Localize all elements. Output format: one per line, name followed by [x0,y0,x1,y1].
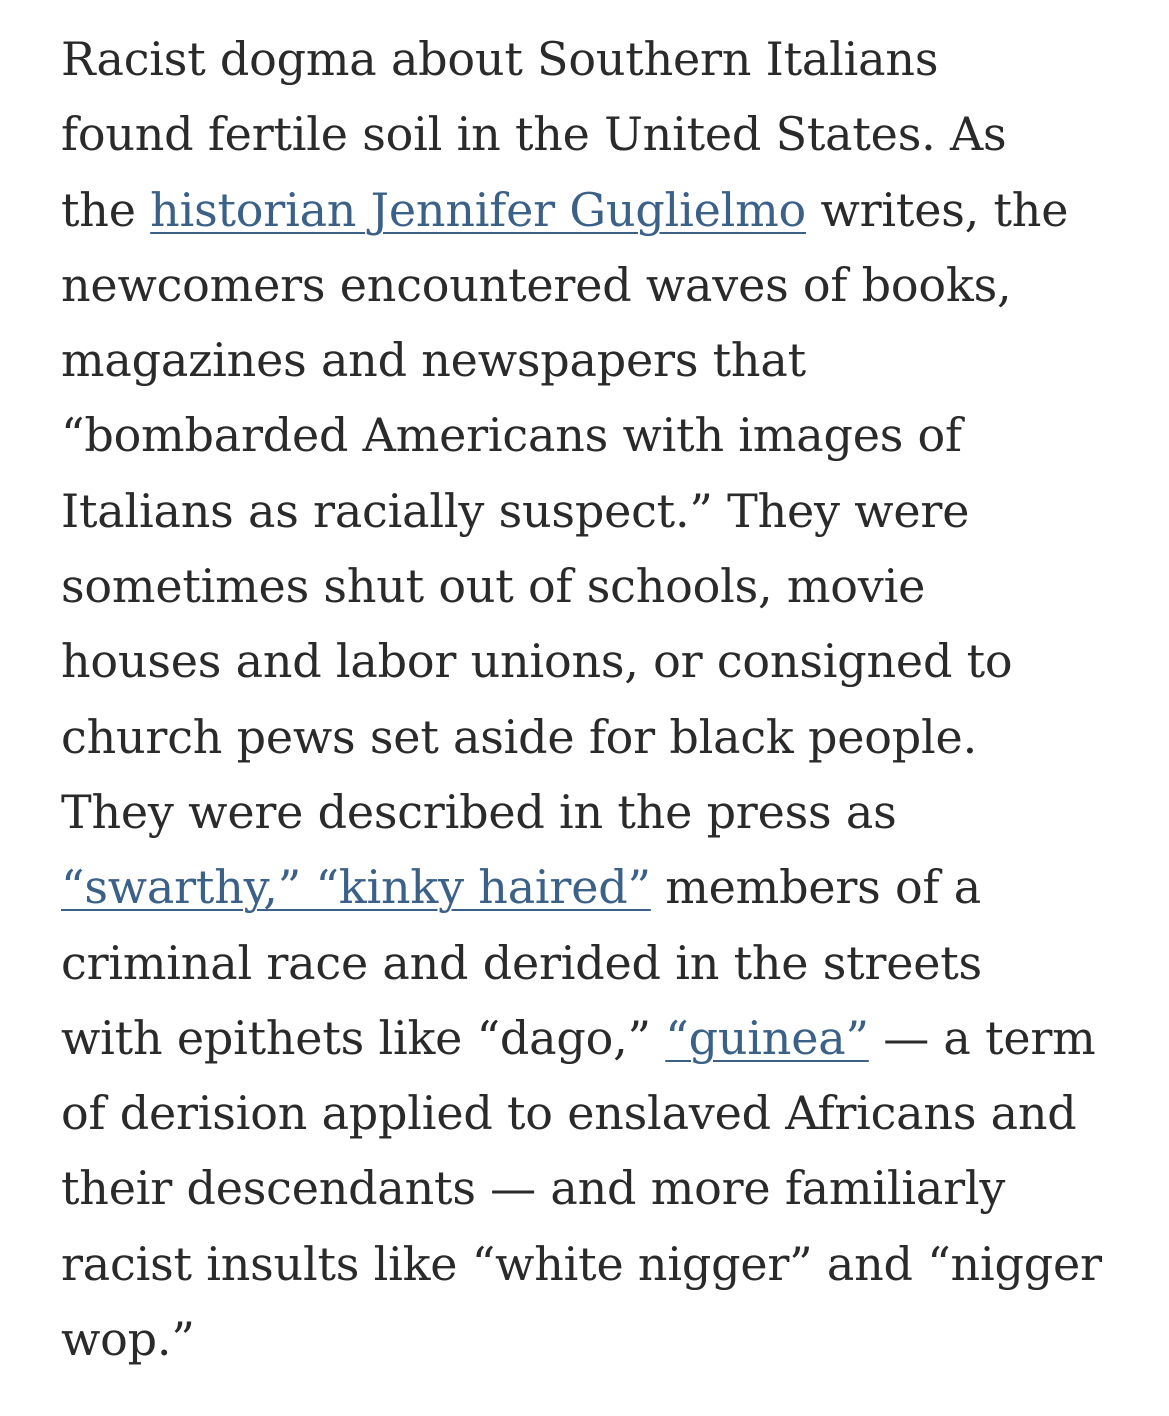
paragraph-text: — a term [868,1010,1096,1065]
paragraph-line: church pews set aside for black people. [61,709,977,764]
paragraph-line: wop.” [61,1312,195,1367]
paragraph-text: members of a [650,860,981,915]
swarthy-kinky-haired-link[interactable]: “swarthy,” “kinky haired” [61,860,651,915]
paragraph-line: Italians as racially suspect.” They were [61,483,970,538]
guinea-link[interactable]: “guinea” [665,1010,869,1065]
historian-jennifer-guglielmo-link[interactable]: historian Jennifer Guglielmo [150,182,807,237]
paragraph-line [61,850,1141,925]
paragraph-line [61,1001,1141,1076]
paragraph-line: criminal race and derided in the streets [61,935,982,990]
paragraph-line: racist insults like “white nigger” and “nigger [61,1236,1102,1291]
paragraph-text: with epithets like “dago,” [61,1010,666,1065]
paragraph-line: newcomers encountered waves of books, [61,257,1012,312]
paragraph-line: magazines and newspapers that [61,333,806,388]
article-paragraph [61,22,1141,1377]
paragraph-line: houses and labor unions, or consigned to [61,634,1013,689]
paragraph-line: They were described in the press as [61,784,897,839]
paragraph-line: found fertile soil in the United States. As [61,107,1007,162]
paragraph-text: writes, the [806,182,1069,237]
paragraph-line: their descendants — and more familiarly [61,1161,1006,1216]
paragraph-line: of derision applied to enslaved Africans and [61,1086,1077,1141]
paragraph-text: the [61,182,151,237]
paragraph-line: sometimes shut out of schools, movie [61,559,926,614]
paragraph-line: Racist dogma about Southern Italians [61,32,939,86]
paragraph-line: “bombarded Americans with images of [61,408,962,463]
paragraph-line [61,173,1141,248]
